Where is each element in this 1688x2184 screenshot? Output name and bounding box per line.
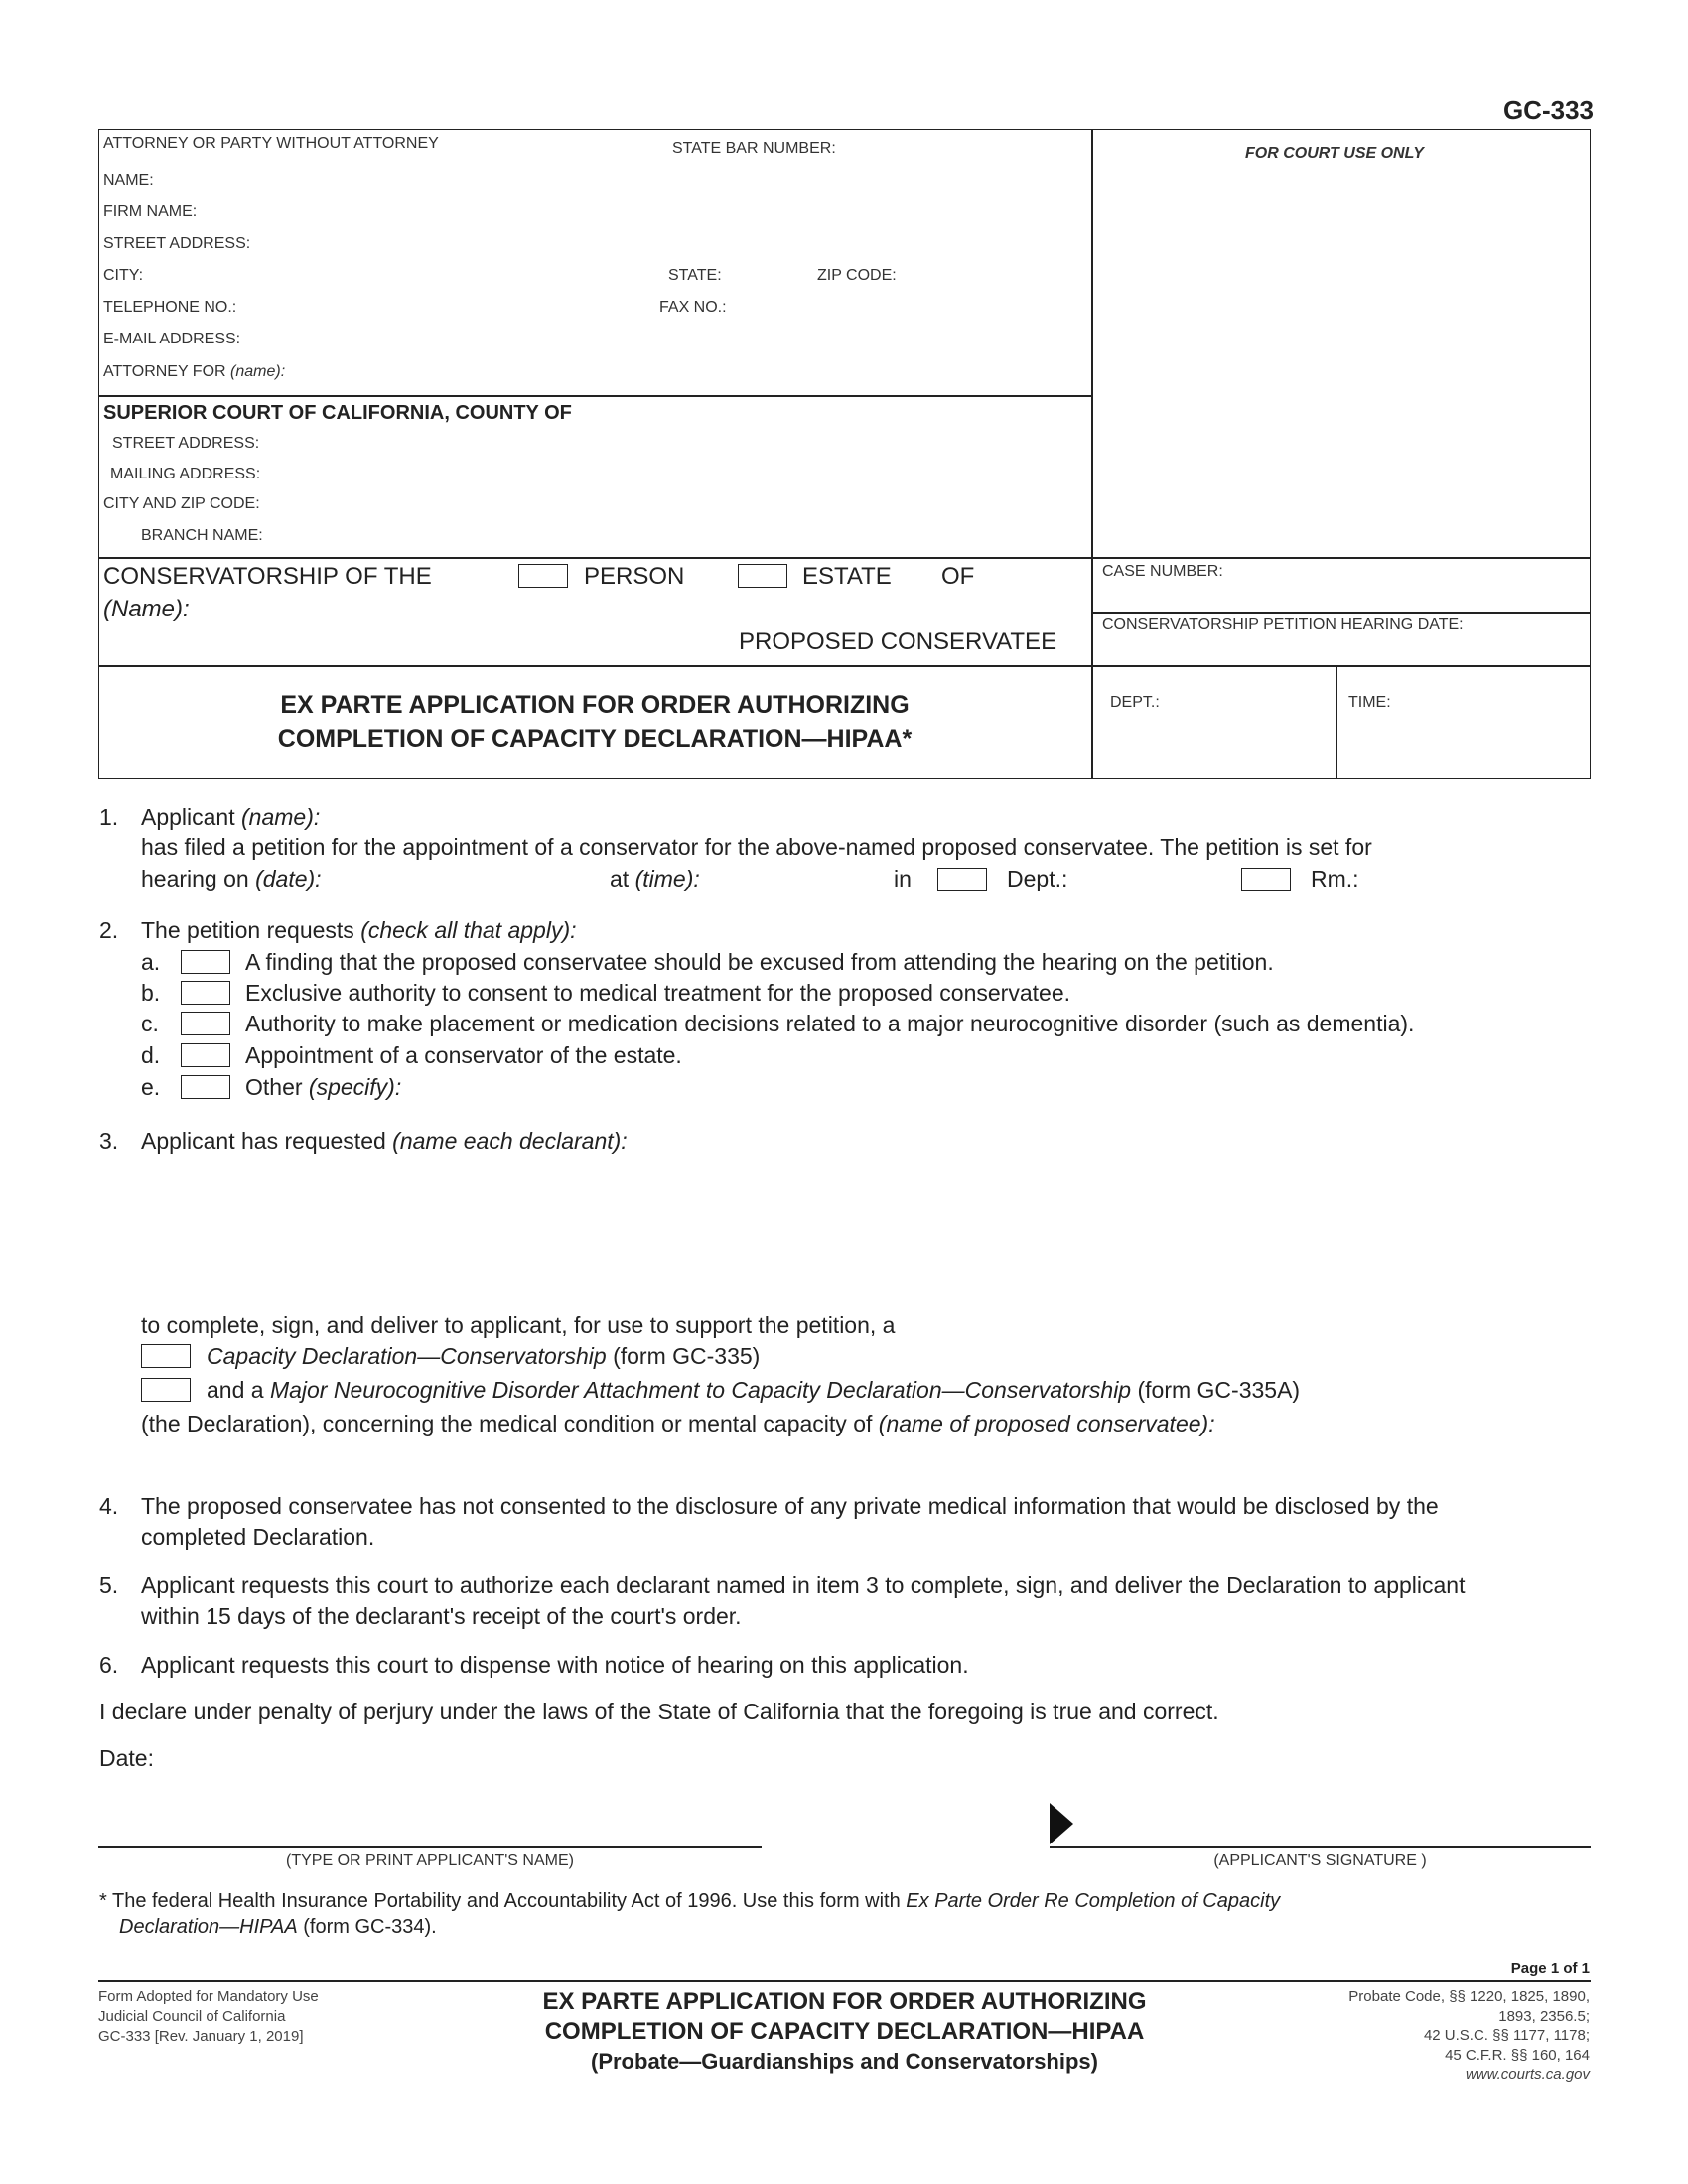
perjury-declaration: I declare under penalty of perjury under the laws of the State of California that the foregoing is true and correct. — [99, 1699, 1219, 1724]
city-zip-label: CITY AND ZIP CODE: — [103, 495, 260, 512]
request-d-checkbox[interactable] — [181, 1043, 230, 1067]
applicant-label: Applicant (name): — [141, 804, 321, 830]
item3-intro: Applicant has requested (name each declarant): — [141, 1128, 628, 1154]
item2-intro: The petition requests (check all that apply): — [141, 917, 577, 943]
rm-box[interactable] — [1241, 868, 1291, 891]
dept-label: DEPT.: — [1110, 694, 1160, 711]
hearing-date-label: CONSERVATORSHIP PETITION HEARING DATE: — [1102, 616, 1464, 633]
court-use-label: FOR COURT USE ONLY — [1245, 145, 1424, 162]
street-label: STREET ADDRESS: — [103, 235, 251, 252]
estate-checkbox[interactable] — [738, 564, 787, 588]
request-a-checkbox[interactable] — [181, 950, 230, 974]
applicant-name-caption: (TYPE OR PRINT APPLICANT'S NAME) — [286, 1852, 574, 1869]
capacity-declaration-label: Capacity Declaration—Conservatorship (form GC-335) — [207, 1343, 761, 1369]
court-title: SUPERIOR COURT OF CALIFORNIA, COUNTY OF — [103, 402, 572, 424]
courts-link[interactable]: www.courts.ca.gov — [1465, 2066, 1590, 2083]
capacity-declaration-checkbox[interactable] — [141, 1344, 191, 1368]
neurocognitive-attachment-label: and a Major Neurocognitive Disorder Attachment to Capacity Declaration—Conservatorship (form GC-335A) — [207, 1377, 1301, 1403]
conservatorship-of-label: CONSERVATORSHIP OF THE — [103, 563, 432, 590]
statutes: Probate Code, §§ 1220, 1825, 1890, 1893, 2356.5; 42 U.S.C. §§ 1177, 1178; 45 C.F.R. §§ 160, 164 www.courts.ca.gov — [1348, 1988, 1590, 2083]
footnote: * The federal Health Insurance Portability and Accountability Act of 1996. Use this form with Ex Parte Order Re Completion of Capacity Declaration—HIPAA (form GC-334). — [99, 1890, 1281, 1938]
name-label: NAME: — [103, 172, 154, 189]
signature-arrow-icon — [1050, 1803, 1073, 1844]
firm-name-label: FIRM NAME: — [103, 204, 198, 220]
neurocognitive-attachment-checkbox[interactable] — [141, 1378, 191, 1402]
caption-box — [98, 129, 1591, 779]
telephone-label: TELEPHONE NO.: — [103, 299, 237, 316]
at-time-label: at (time): — [610, 866, 700, 891]
person-checkbox[interactable] — [518, 564, 568, 588]
state-bar-label: STATE BAR NUMBER: — [672, 140, 836, 157]
page-number: Page 1 of 1 — [1510, 1960, 1590, 1977]
applicant-name-line[interactable] — [98, 1846, 762, 1848]
declarants-field[interactable] — [141, 1161, 1591, 1300]
time-label: TIME: — [1348, 694, 1391, 711]
footer-title: EX PARTE APPLICATION FOR ORDER AUTHORIZING COMPLETION OF CAPACITY DECLARATION—HIPAA (Probate—Guardianships and Conservatorships) — [542, 1988, 1147, 2074]
hearing-on-label: hearing on (date): — [141, 866, 322, 891]
email-label: E-MAIL ADDRESS: — [103, 331, 241, 347]
form-title: EX PARTE APPLICATION FOR ORDER AUTHORIZING COMPLETION OF CAPACITY DECLARATION—HIPAA* — [277, 691, 913, 752]
state-label: STATE: — [668, 267, 722, 284]
of-label: OF — [941, 563, 975, 590]
signature-line[interactable] — [1050, 1846, 1591, 1848]
declaration-concerning: (the Declaration), concerning the medical condition or mental capacity of (name of proposed conservatee): — [141, 1411, 1215, 1436]
attorney-title: ATTORNEY OR PARTY WITHOUT ATTORNEY — [103, 135, 439, 152]
city-label: CITY: — [103, 267, 144, 284]
court-street-label: STREET ADDRESS: — [112, 435, 260, 452]
name-hint: (Name): — [103, 596, 190, 622]
date-label: Date: — [99, 1745, 154, 1771]
form-number: GC-333 — [1502, 95, 1594, 125]
fax-label: FAX NO.: — [659, 299, 727, 316]
dept-box[interactable] — [937, 868, 987, 891]
mailing-label: MAILING ADDRESS: — [110, 466, 261, 482]
other-label: Other (specify): — [245, 1074, 402, 1100]
zip-label: ZIP CODE: — [817, 267, 897, 284]
form-adopted: Form Adopted for Mandatory Use Judicial Council of California GC-333 [Rev. January 1, 2019] — [98, 1988, 319, 2045]
case-number-label: CASE NUMBER: — [1102, 563, 1223, 580]
branch-label: BRANCH NAME: — [141, 527, 263, 544]
estate-label: ESTATE — [802, 563, 892, 590]
person-label: PERSON — [584, 563, 685, 590]
request-c-checkbox[interactable] — [181, 1012, 230, 1035]
attorney-for-label: ATTORNEY FOR (name): — [103, 363, 286, 380]
signature-caption: (APPLICANT'S SIGNATURE ) — [1213, 1852, 1427, 1869]
request-e-checkbox[interactable] — [181, 1075, 230, 1099]
proposed-conservatee-label: PROPOSED CONSERVATEE — [739, 628, 1057, 655]
request-b-checkbox[interactable] — [181, 981, 230, 1005]
